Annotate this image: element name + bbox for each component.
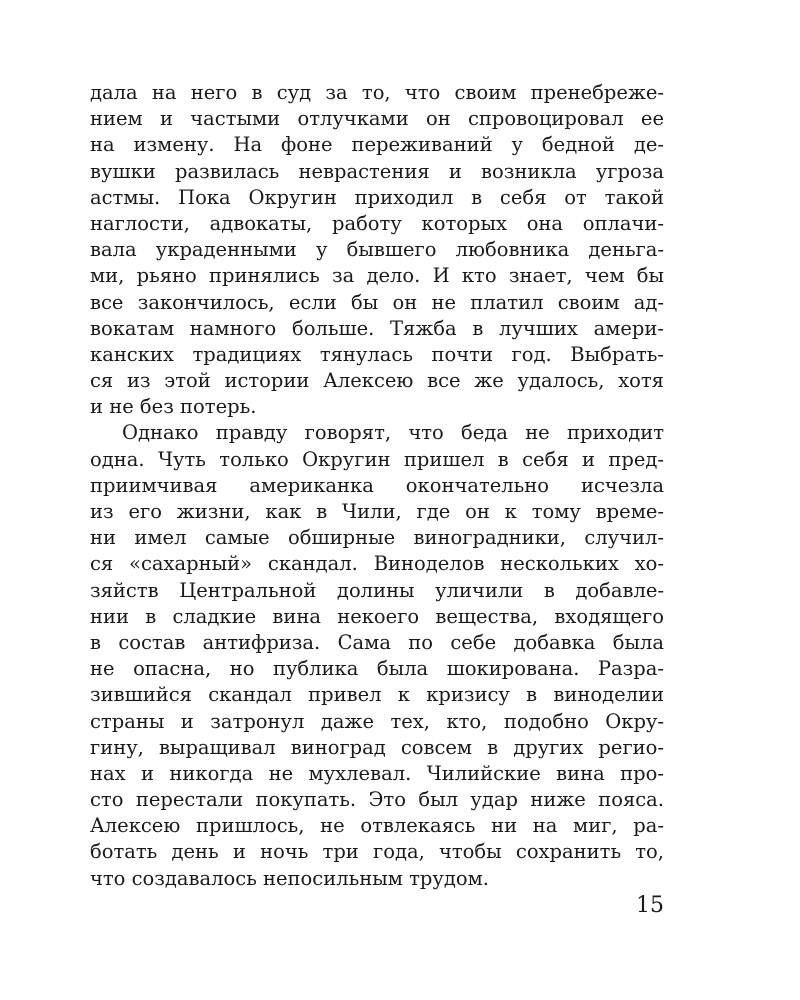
text-line: все закончилось, если бы он не платил своим ад-	[90, 290, 664, 314]
text-line: ся «сахарный» скандал. Виноделов нескольких хо-	[90, 552, 664, 576]
text-line: нии в сладкие вина некоего вещества, входящего	[90, 604, 664, 628]
text-line: ботать день и ночь три года, чтобы сохранить то,	[90, 840, 664, 864]
page-number: 15	[636, 893, 664, 918]
text-line: страны и затронул даже тех, кто, подобно Окру-	[90, 709, 664, 733]
text-line: зяйств Центральной долины уличили в добавле-	[90, 578, 664, 602]
text-line: не опасна, но публика была шокирована. Разра-	[90, 657, 664, 681]
text-line: вушки развилась неврастения и возникла угроза	[90, 159, 664, 183]
text-line: ни имел самые обширные виноградники, случил-	[90, 526, 664, 550]
text-line: сто перестали покупать. Это был удар ниже пояса.	[90, 788, 664, 812]
text-line: астмы. Пока Округин приходил в себя от такой	[90, 185, 664, 209]
text-line: наглости, адвокаты, работу которых она оплачи-	[90, 211, 664, 235]
body-text	[90, 80, 664, 892]
text-line: и не без потерь.	[90, 395, 257, 419]
paragraph-1	[90, 80, 664, 420]
text-line: гину, выращивал виноград совсем в других регио-	[90, 735, 664, 759]
text-line: нах и никогда не мухлевал. Чилийские вина про-	[90, 761, 664, 785]
text-line: ми, рьяно принялись за дело. И кто знает, чем бы	[90, 264, 664, 288]
text-line: в состав антифриза. Сама по себе добавка была	[90, 630, 664, 654]
text-line: вокатам намного больше. Тяжба в лучших амери-	[90, 316, 664, 340]
text-line: Алексею пришлось, не отвлекаясь ни на миг, ра-	[90, 814, 664, 838]
text-line: одна. Чуть только Округин пришел в себя и пред-	[90, 447, 664, 471]
paragraph-2	[90, 420, 664, 891]
text-line: на измену. На фоне переживаний у бедной де-	[90, 133, 664, 157]
text-line: дала на него в суд за то, что своим пренебреже-	[90, 81, 664, 104]
text-line: зившийся скандал привел к кризису в виноделии	[90, 683, 664, 707]
text-line: Однако правду говорят, что беда не приходит	[122, 421, 664, 445]
text-line: из его жизни, как в Чили, где он к тому време-	[90, 500, 664, 523]
text-line: вала украденными у бывшего любовника деньга-	[90, 238, 664, 262]
text-line: приимчивая американка окончательно исчезла	[90, 473, 664, 497]
text-line: ся из этой истории Алексею все же удалось, хотя	[90, 369, 664, 393]
text-line: что создавалось непосильным трудом.	[90, 866, 489, 890]
text-line: нием и частыми отлучками он спровоцировал ее	[90, 107, 664, 131]
text-line: канских традициях тянулась почти год. Выбрать-	[90, 342, 664, 366]
